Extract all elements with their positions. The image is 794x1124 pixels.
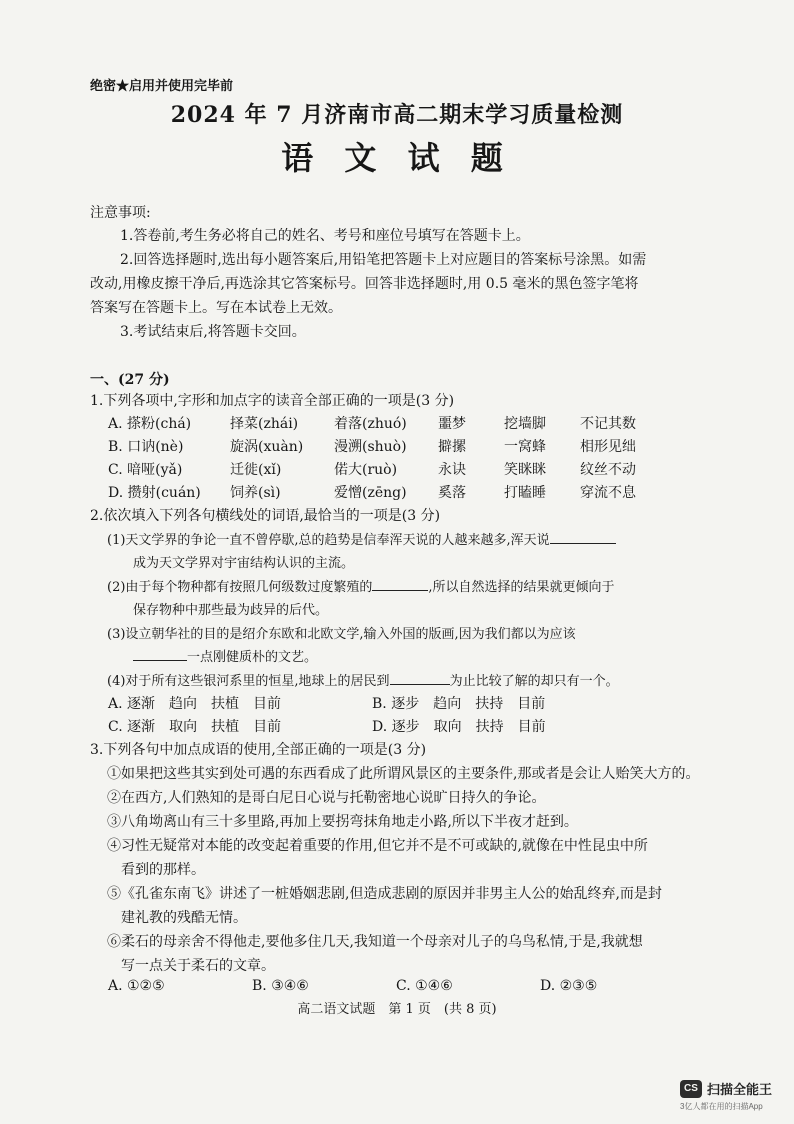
q3-option-d: D. ②③⑤	[540, 978, 598, 994]
exam-title: 2024 年 7 月济南市高二期末学习质量检测	[170, 102, 624, 128]
q1-a-6: 不记其数	[580, 416, 636, 432]
q2-s2-continued: 保存物种中那些最为歧异的后代。	[133, 603, 329, 618]
notice-item-3: 3.考试结束后,将答题卡交回。	[120, 324, 306, 340]
q3-item-6: ⑥柔石的母亲舍不得他走,要他多住几天,我知道一个母亲对儿子的乌鸟私情,于是,我就想	[107, 934, 643, 950]
q1-c-1: C. 喑哑(yǎ)	[108, 462, 183, 478]
q2-s4-blank	[390, 670, 450, 685]
q2-option-d: D. 逐步 取向 扶持 目前	[372, 719, 546, 735]
q1-d-5: 打瞌睡	[504, 485, 546, 501]
scanner-watermark	[680, 1079, 772, 1098]
q1-d-2: 饲养(sì)	[230, 485, 281, 501]
notice-heading: 注意事项:	[90, 205, 151, 221]
q1-c-3: 偌大(ruò)	[334, 462, 398, 478]
q3-option-b: B. ③④⑥	[252, 978, 309, 994]
q3-item-5: ⑤《孔雀东南飞》讲述了一桩婚姻悲剧,但造成悲剧的原因并非男主人公的始乱终弃,而是封	[107, 886, 662, 902]
q3-options	[108, 978, 684, 994]
q1-a-4: 噩梦	[438, 416, 466, 432]
q2-s3-blank	[133, 646, 187, 661]
q1-a-2: 择菜(zhái)	[230, 416, 299, 432]
q1-d-1: D. 攒射(cuán)	[108, 485, 201, 501]
q1-option-d	[108, 482, 636, 502]
notice-item-2-line-1: 2.回答选择题时,选出每小题答案后,用铅笔把答题卡上对应题目的答案标号涂黑。如需	[120, 252, 647, 268]
q2-s1-blank	[550, 529, 616, 544]
q1-c-4: 永诀	[438, 462, 466, 478]
scanner-tagline: 3亿人都在用的扫描App	[680, 1102, 763, 1111]
q1-d-6: 穿流不息	[580, 485, 636, 501]
subject-title: 语 文 试 题	[281, 139, 513, 177]
q2-s1-text: (1)天文学界的争论一直不曾停歇,总的趋势是信奉浑天说的人越来越多,浑天说	[107, 533, 550, 548]
confidential-label: 绝密★启用并使用完毕前	[90, 79, 234, 94]
q3-item-4-continued: 看到的那样。	[121, 862, 205, 878]
q1-b-1: B. 口讷(nè)	[108, 439, 184, 455]
q3-option-c: C. ①④⑥	[396, 978, 453, 994]
q2-option-b: B. 逐步 趋向 扶持 目前	[372, 696, 546, 712]
q3-item-1: ①如果把这些其实到处可遇的东西看成了此所谓风景区的主要条件,那或者是会让人贻笑大方的。	[107, 766, 700, 782]
q1-option-a	[108, 413, 636, 433]
notice-item-2-line-3: 答案写在答题卡上。写在本试卷上无效。	[90, 300, 342, 316]
q2-s2-blank	[372, 576, 428, 591]
scanner-name: 扫描全能王	[707, 1082, 773, 1097]
q1-c-5: 笑眯眯	[504, 462, 546, 478]
q2-s4-text-b: 为止比较了解的却只有一个。	[449, 674, 619, 689]
q2-s1-continued: 成为天文学界对宇宙结构认识的主流。	[133, 556, 355, 571]
q3-item-6-continued: 写一点关于柔石的文章。	[121, 958, 275, 974]
q1-c-6: 纹丝不动	[580, 462, 636, 478]
q2-s4-text-a: (4)对于所有这些银河系里的恒星,地球上的居民到	[107, 674, 390, 689]
q1-stem: 1.下列各项中,字形和加点字的读音全部正确的一项是(3 分)	[90, 393, 455, 409]
q3-item-4: ④习性无疑常对本能的改变起着重要的作用,但它并不是不可或缺的,就像在中性昆虫中所	[107, 838, 648, 854]
q1-b-5: 一窝蜂	[504, 439, 546, 455]
q2-s3-continued	[133, 646, 317, 665]
q2-option-a: A. 逐渐 趋向 扶植 目前	[108, 696, 282, 712]
q2-s3-text-b: 一点刚健质朴的文艺。	[187, 650, 318, 665]
page-footer: 高二语文试题 第 1 页 (共 8 页)	[297, 1002, 497, 1017]
q1-c-2: 迁徙(xǐ)	[230, 462, 282, 478]
q3-stem: 3.下列各句中加点成语的使用,全部正确的一项是(3 分)	[90, 742, 427, 758]
q1-d-3: 爱憎(zēng)	[334, 485, 407, 501]
q1-b-3: 漫溯(shuò)	[334, 439, 407, 455]
q1-b-6: 相形见绌	[580, 439, 636, 455]
cs-logo-icon: CS	[680, 1080, 702, 1098]
q2-sentence-4	[107, 670, 619, 689]
q2-stem: 2.依次填入下列各句横线处的词语,最恰当的一项是(3 分)	[90, 508, 441, 524]
q1-d-4: 奚落	[438, 485, 466, 501]
q3-option-a: A. ①②⑤	[108, 978, 165, 994]
q1-a-3: 着落(zhuó)	[334, 416, 407, 432]
q2-options-ab	[108, 693, 545, 713]
q2-sentence-3: (3)设立朝华社的目的是绍介东欧和北欧文学,输入外国的版画,因为我们都以为应该	[107, 627, 576, 642]
q1-a-5: 挖墙脚	[504, 416, 546, 432]
q3-item-2: ②在西方,人们熟知的是哥白尼日心说与托勒密地心说旷日持久的争论。	[107, 790, 546, 806]
q1-b-2: 旋涡(xuàn)	[230, 439, 304, 455]
q3-item-3: ③八角坳离山有三十多里路,再加上要拐弯抹角地走小路,所以下半夜才赶到。	[107, 814, 578, 830]
q2-sentence-1	[107, 529, 616, 548]
q1-b-4: 擗摞	[438, 439, 466, 455]
q1-option-c	[108, 459, 636, 479]
q2-s2-text-a: (2)由于每个物种都有按照几何级数过度繁殖的	[107, 580, 373, 595]
q1-option-b	[108, 436, 636, 456]
q2-sentence-2	[107, 576, 615, 595]
q2-s2-text-b: ,所以自然选择的结果就更倾向于	[428, 580, 615, 595]
notice-item-1: 1.答卷前,考生务必将自己的姓名、考号和座位号填写在答题卡上。	[120, 228, 530, 244]
notice-item-2-line-2: 改动,用橡皮擦干净后,再选涂其它答案标号。回答非选择题时,用 0.5 毫米的黑色签字笔将	[90, 276, 639, 292]
q2-option-c: C. 逐渐 取向 扶植 目前	[108, 719, 282, 735]
q1-a-1: A. 搽粉(chá)	[108, 416, 192, 432]
q3-item-5-continued: 建礼教的残酷无情。	[121, 910, 247, 926]
section-heading: 一、(27 分)	[90, 372, 170, 388]
q2-options-cd	[108, 716, 546, 736]
